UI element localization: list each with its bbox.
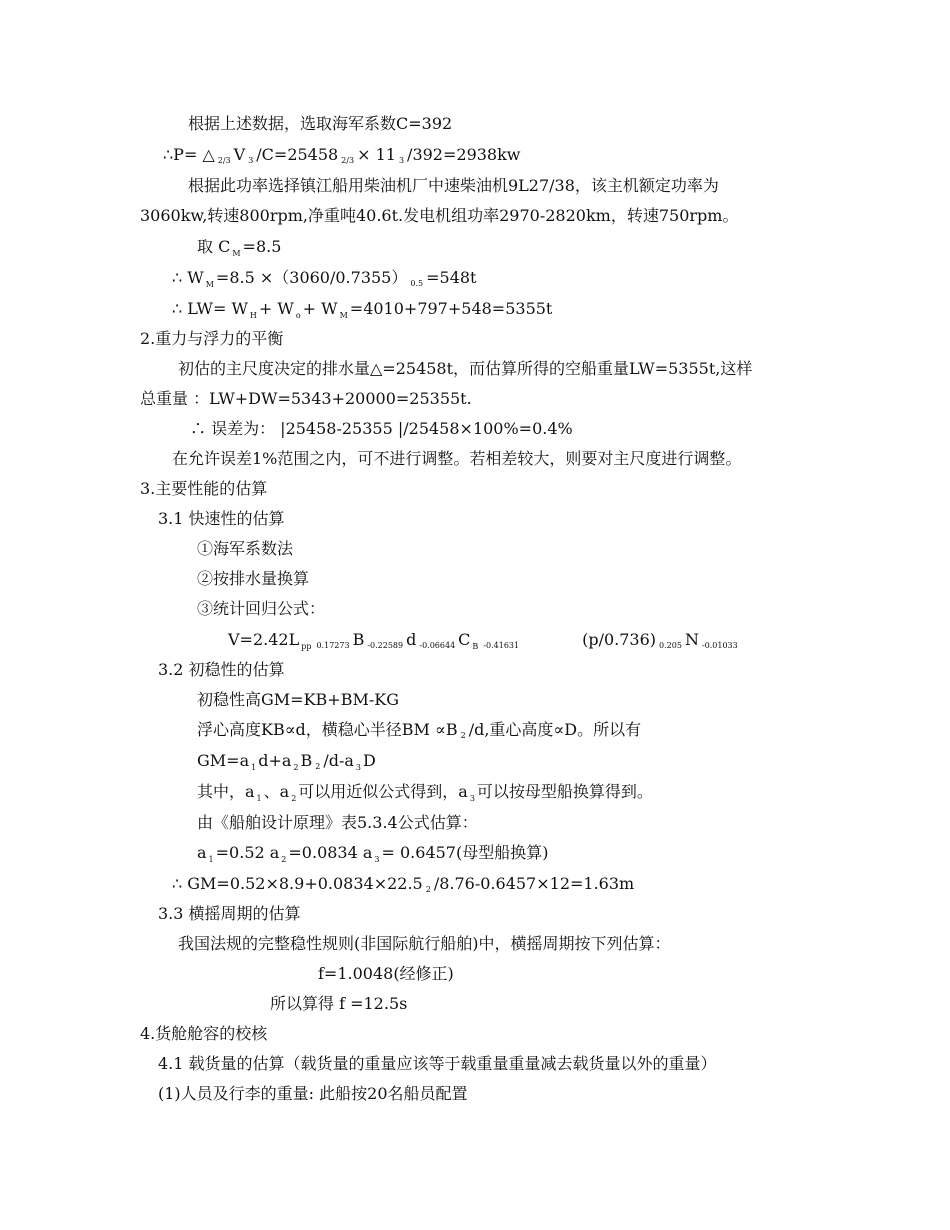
text-line: ∴ 误差为： |25458-25355 |/25458×100%=0.4%: [190, 419, 573, 438]
formula-part: B: [300, 751, 313, 770]
formula-part: /C=25458: [256, 145, 339, 164]
subscript: M: [339, 311, 348, 320]
formula-part: a: [197, 843, 207, 862]
exponent: 3: [398, 156, 405, 165]
formula-part: ∴ LW= W: [172, 299, 248, 318]
formula-part: =4010+797+548=5355t: [349, 299, 553, 318]
subscript: 1: [208, 855, 214, 864]
exponent: 0.205: [659, 641, 682, 650]
formula-part: /392=2938kw: [407, 145, 521, 164]
subscript: 3: [469, 794, 475, 803]
formula-part: = 0.6457(母型船换算): [381, 843, 549, 862]
regression-formula: [228, 629, 741, 654]
exponent: 2: [315, 762, 321, 771]
subscript: 1: [256, 794, 262, 803]
section-heading: 4.货舱舱容的校核: [140, 1024, 268, 1043]
subsection-heading: 4.1 载货量的估算（载货量的重量应该等于载重量重量减去载货量以外的重量）: [158, 1054, 717, 1073]
subsection-heading: 3.2 初稳性的估算: [158, 660, 285, 679]
subscript: 2: [293, 763, 299, 772]
formula-part: 浮心高度KB∝d，横稳心半径BM ∝B: [197, 720, 458, 739]
cm-value: [197, 236, 281, 261]
formula-part: GM=a: [197, 751, 250, 770]
formula-part: ∴ W: [172, 268, 204, 287]
subscript: B: [472, 642, 479, 651]
exponent: -0.06644: [419, 641, 456, 650]
formula-part: =8.5: [242, 237, 282, 256]
subscript: H: [249, 311, 257, 320]
formula-part: V=2.42L: [228, 630, 300, 649]
subsection-heading: 3.1 快速性的估算: [158, 509, 285, 528]
list-item: ③统计回归公式：: [197, 599, 326, 618]
formula-part: 可以用近似公式得到，a: [298, 782, 468, 801]
formula-part: d+a: [258, 751, 292, 770]
formula-part: 可以按母型船换算得到。: [476, 782, 653, 801]
section-heading: 2.重力与浮力的平衡: [140, 329, 284, 348]
subscript: pp: [301, 642, 312, 651]
formula-part: V: [233, 145, 246, 164]
exponent: 0.5: [410, 279, 424, 288]
formula-part: × 11: [357, 145, 396, 164]
formula-part: /8.76-0.6457×12=1.63m: [433, 874, 635, 893]
text-line: 初稳性高GM=KB+BM-KG: [197, 690, 399, 709]
text-line: 根据上述数据，选取海军系数C=392: [188, 114, 453, 133]
list-item: ①海军系数法: [197, 539, 294, 558]
formula-part: B: [352, 630, 365, 649]
text-line: f=1.0048(经修正): [318, 964, 454, 983]
exponent: 0.17273: [316, 641, 350, 650]
section-heading: 3.主要性能的估算: [140, 479, 268, 498]
exponent: 3: [248, 156, 254, 165]
formula-part: 取 C: [197, 237, 231, 256]
formula-part: + W: [302, 299, 338, 318]
text-line: 根据此功率选择镇江船用柴油机厂中速柴油机9L27/38，该主机额定功率为: [188, 176, 719, 195]
exponent: -0.22589: [367, 641, 404, 650]
text-line: 总重量 ：LW+DW=5343+20000=25355t.: [140, 389, 472, 408]
subscript: 2: [291, 794, 297, 803]
wm-formula: [172, 267, 476, 292]
formula-part: N: [684, 630, 699, 649]
subscript: M: [232, 249, 241, 258]
exponent: 2: [425, 885, 431, 894]
formula-part: /d,重心高度∝D。所以有: [468, 720, 642, 739]
exponent: 2/3: [341, 156, 355, 165]
text-line: 我国法规的完整稳性规则(非国际航行船舶)中，横摇周期按下列估算：: [178, 934, 671, 953]
gm-result: [172, 873, 634, 898]
text-line: 3060kw,转速800rpm,净重吨40.6t.发电机组功率2970-2820km，转速750rpm。: [140, 206, 739, 225]
formula-part: 其中，a: [197, 782, 255, 801]
formula-part: (p/0.736): [582, 630, 657, 649]
formula-part: =548t: [426, 268, 477, 287]
text-line: 所以算得 f =12.5s: [270, 994, 408, 1013]
formula-part: =0.52 a: [215, 843, 280, 862]
coefficient-values: [197, 842, 548, 867]
subsection-heading: 3.3 横摇周期的估算: [158, 904, 301, 923]
text-line: (1)人员及行李的重量: 此船按20名船员配置: [158, 1084, 468, 1103]
formula-part: D: [363, 751, 376, 770]
subscript: M: [205, 280, 214, 289]
subscript: 3: [355, 763, 362, 772]
text-line: [197, 781, 653, 806]
power-formula: [163, 144, 521, 169]
text-line: 在允许误差1%范围之内，可不进行调整。若相差较大，则要对主尺度进行调整。: [172, 449, 742, 468]
formula-part: C: [458, 630, 471, 649]
lw-formula: [172, 298, 552, 323]
exponent: -0.41631: [483, 641, 520, 650]
subscript: 2: [281, 855, 287, 864]
formula-part: ∴ GM=0.52×8.9+0.0834×22.5: [172, 874, 423, 893]
formula-part: /d-a: [323, 751, 354, 770]
exponent: 2/3: [217, 156, 231, 165]
formula-part: =0.0834 a: [288, 843, 373, 862]
formula-part: ∴P= △: [163, 145, 215, 164]
formula-part: d: [406, 630, 417, 649]
text-line: 初估的主尺度决定的排水量△=25458t，而估算所得的空船重量LW=5355t,这样: [178, 359, 753, 378]
exponent: 2: [460, 731, 466, 740]
exponent: -0.01033: [701, 641, 738, 650]
subscript: 1: [251, 763, 257, 772]
subscript: 3: [374, 855, 380, 864]
formula-part: 、a: [263, 782, 290, 801]
formula-part: + W: [258, 299, 294, 318]
gm-formula: [197, 750, 376, 775]
formula-part: =8.5 ×（3060/0.7355）: [215, 268, 408, 287]
list-item: ②按排水量换算: [197, 569, 310, 588]
subscript: o: [295, 311, 301, 320]
text-line: 由《船舶设计原理》表5.3.4公式估算：: [197, 813, 478, 832]
text-line: [197, 719, 641, 744]
